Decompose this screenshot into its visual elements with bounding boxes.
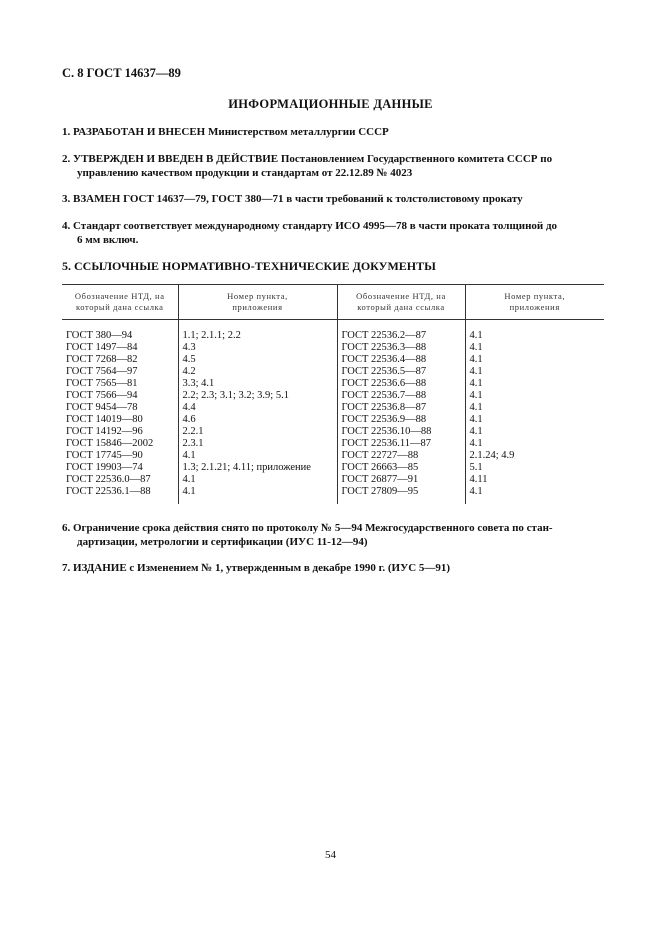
clause-number-cell: 4.1 (465, 414, 604, 426)
item-number: 5. (62, 259, 71, 273)
item-number: 6. (62, 522, 71, 534)
column-header: Обозначение НТД, на который дана ссылка (62, 285, 178, 320)
item-number: 1. (62, 126, 71, 138)
ntd-designation-cell: ГОСТ 22536.7—88 (337, 390, 465, 402)
ntd-designation-cell: ГОСТ 22536.11—87 (337, 438, 465, 450)
ntd-designation-cell: ГОСТ 17745—90 (66, 450, 143, 461)
column-header: Номер пункта, приложения (465, 285, 604, 320)
ntd-designation-cell: ГОСТ 7566—94 (66, 390, 138, 401)
ntd-designation-cell: ГОСТ 9454—78 (66, 402, 138, 413)
table-row (62, 354, 604, 366)
item-7 (62, 561, 602, 575)
item-text: ГОСТ 14637—79, ГОСТ 380—71 в части требований к толстолистовому прокату (123, 193, 523, 205)
column-header: Обозначение НТД, на который дана ссылка (337, 285, 465, 320)
references-table (62, 284, 604, 504)
ntd-designation-cell: ГОСТ 7565—81 (66, 378, 138, 389)
table-row (62, 414, 604, 426)
item-1 (62, 125, 602, 139)
clause-number-cell: 4.1 (178, 486, 337, 504)
table-row (62, 474, 604, 486)
ntd-designation-cell: ГОСТ 22536.5—87 (337, 366, 465, 378)
clause-number-cell: 2.3.1 (178, 438, 337, 450)
clause-number-cell: 4.1 (465, 342, 604, 354)
item-number: 4. (62, 220, 71, 232)
clause-number-cell: 2.1.24; 4.9 (465, 450, 604, 462)
item-lead: ВЗАМЕН (73, 193, 121, 205)
column-header: Номер пункта, приложения (178, 285, 337, 320)
ntd-designation-cell: ГОСТ 22536.1—88 (66, 486, 151, 497)
item-6 (62, 521, 602, 549)
clause-number-cell: 1.3; 2.1.21; 4.11; приложение (178, 462, 337, 474)
item-lead: УТВЕРЖДЕН И ВВЕДЕН В ДЕЙСТВИЕ (73, 153, 279, 165)
ntd-designation-cell: ГОСТ 22536.6—88 (337, 378, 465, 390)
item-continuation: 6 мм включ. (77, 234, 139, 246)
clause-number-cell: 4.5 (178, 354, 337, 366)
item-number: 7. (62, 562, 71, 574)
table-row (62, 462, 604, 474)
table-row (62, 402, 604, 414)
section-title: ИНФОРМАЦИОННЫЕ ДАННЫЕ (228, 97, 433, 111)
ntd-designation-cell: ГОСТ 22536.10—88 (337, 426, 465, 438)
item-text: с Изменением № 1, утвержденным в декабре 1990 г. (ИУС 5—91) (129, 562, 451, 574)
clause-number-cell: 4.1 (465, 354, 604, 366)
item-text: Министерством металлургии СССР (207, 126, 389, 138)
clause-number-cell: 4.6 (178, 414, 337, 426)
table-row (62, 426, 604, 438)
ntd-designation-cell: ГОСТ 15846—2002 (66, 438, 154, 449)
ntd-designation-cell: ГОСТ 19903—74 (66, 462, 143, 473)
table-row (62, 378, 604, 390)
table-header-row (62, 285, 604, 320)
item-lead: ИЗДАНИЕ (73, 562, 127, 574)
clause-number-cell: 4.1 (465, 378, 604, 390)
clause-number-cell: 4.11 (465, 474, 604, 486)
item-lead: РАЗРАБОТАН И ВНЕСЕН (73, 126, 206, 138)
ntd-designation-cell: ГОСТ 26663—85 (337, 462, 465, 474)
clause-number-cell: 4.3 (178, 342, 337, 354)
table-row (62, 390, 604, 402)
ntd-designation-cell: ГОСТ 26877—91 (337, 474, 465, 486)
item-3 (62, 192, 602, 206)
table-row (62, 450, 604, 462)
page-number: 54 (325, 849, 336, 861)
table-row (62, 438, 604, 450)
ntd-designation-cell: ГОСТ 7268—82 (66, 354, 138, 365)
page-header: С. 8 ГОСТ 14637—89 (62, 66, 181, 80)
ntd-designation-cell: ГОСТ 22536.0—87 (66, 474, 151, 485)
clause-number-cell: 4.1 (465, 330, 604, 342)
ntd-designation-cell: ГОСТ 1497—84 (66, 342, 138, 353)
ntd-designation-cell: ГОСТ 22536.4—88 (337, 354, 465, 366)
clause-number-cell: 2.2.1 (178, 426, 337, 438)
item-2 (62, 152, 602, 180)
ntd-designation-cell: ГОСТ 27809—95 (337, 486, 465, 504)
item-4 (62, 219, 602, 247)
clause-number-cell: 2.2; 2.3; 3.1; 3.2; 3.9; 5.1 (178, 390, 337, 402)
item-continuation: управлению качеством продукции и стандартам от 22.12.89 № 4023 (77, 167, 413, 179)
clause-number-cell: 1.1; 2.1.1; 2.2 (178, 330, 337, 342)
item-5 (62, 259, 602, 273)
clause-number-cell: 3.3; 4.1 (178, 378, 337, 390)
item-lead: ССЫЛОЧНЫЕ НОРМАТИВНО-ТЕХНИЧЕСКИЕ ДОКУМЕНТЫ (74, 259, 436, 273)
table-row (62, 486, 604, 504)
clause-number-cell: 4.1 (178, 450, 337, 462)
clause-number-cell: 4.4 (178, 402, 337, 414)
ntd-designation-cell: ГОСТ 22536.9—88 (337, 414, 465, 426)
ntd-designation-cell: ГОСТ 22727—88 (337, 450, 465, 462)
ntd-designation-cell: ГОСТ 22536.8—87 (337, 402, 465, 414)
item-continuation: дартизации, метрологии и сертификации (ИУС 11-12—94) (77, 536, 368, 548)
clause-number-cell: 5.1 (465, 462, 604, 474)
item-text: Стандарт соответствует международному стандарту ИСО 4995—78 в части проката толщиной до (73, 220, 558, 232)
table-row (62, 330, 604, 342)
clause-number-cell: 4.1 (465, 366, 604, 378)
clause-number-cell: 4.1 (465, 486, 604, 504)
table-row (62, 366, 604, 378)
item-text: Постановлением Государственного комитета СССР по (280, 153, 553, 165)
ntd-designation-cell: ГОСТ 380—94 (66, 330, 133, 341)
ntd-designation-cell: ГОСТ 22536.3—88 (337, 342, 465, 354)
clause-number-cell: 4.1 (178, 474, 337, 486)
item-number: 3. (62, 193, 71, 205)
table-row (62, 342, 604, 354)
ntd-designation-cell: ГОСТ 22536.2—87 (337, 330, 465, 342)
clause-number-cell: 4.1 (465, 402, 604, 414)
clause-number-cell: 4.1 (465, 390, 604, 402)
item-number: 2. (62, 153, 71, 165)
ntd-designation-cell: ГОСТ 14192—96 (66, 426, 143, 437)
item-text: Ограничение срока действия снято по протоколу № 5—94 Межгосударственного совета по стан- (73, 522, 553, 534)
clause-number-cell: 4.2 (178, 366, 337, 378)
ntd-designation-cell: ГОСТ 14019—80 (66, 414, 143, 425)
clause-number-cell: 4.1 (465, 426, 604, 438)
clause-number-cell: 4.1 (465, 438, 604, 450)
ntd-designation-cell: ГОСТ 7564—97 (66, 366, 138, 377)
